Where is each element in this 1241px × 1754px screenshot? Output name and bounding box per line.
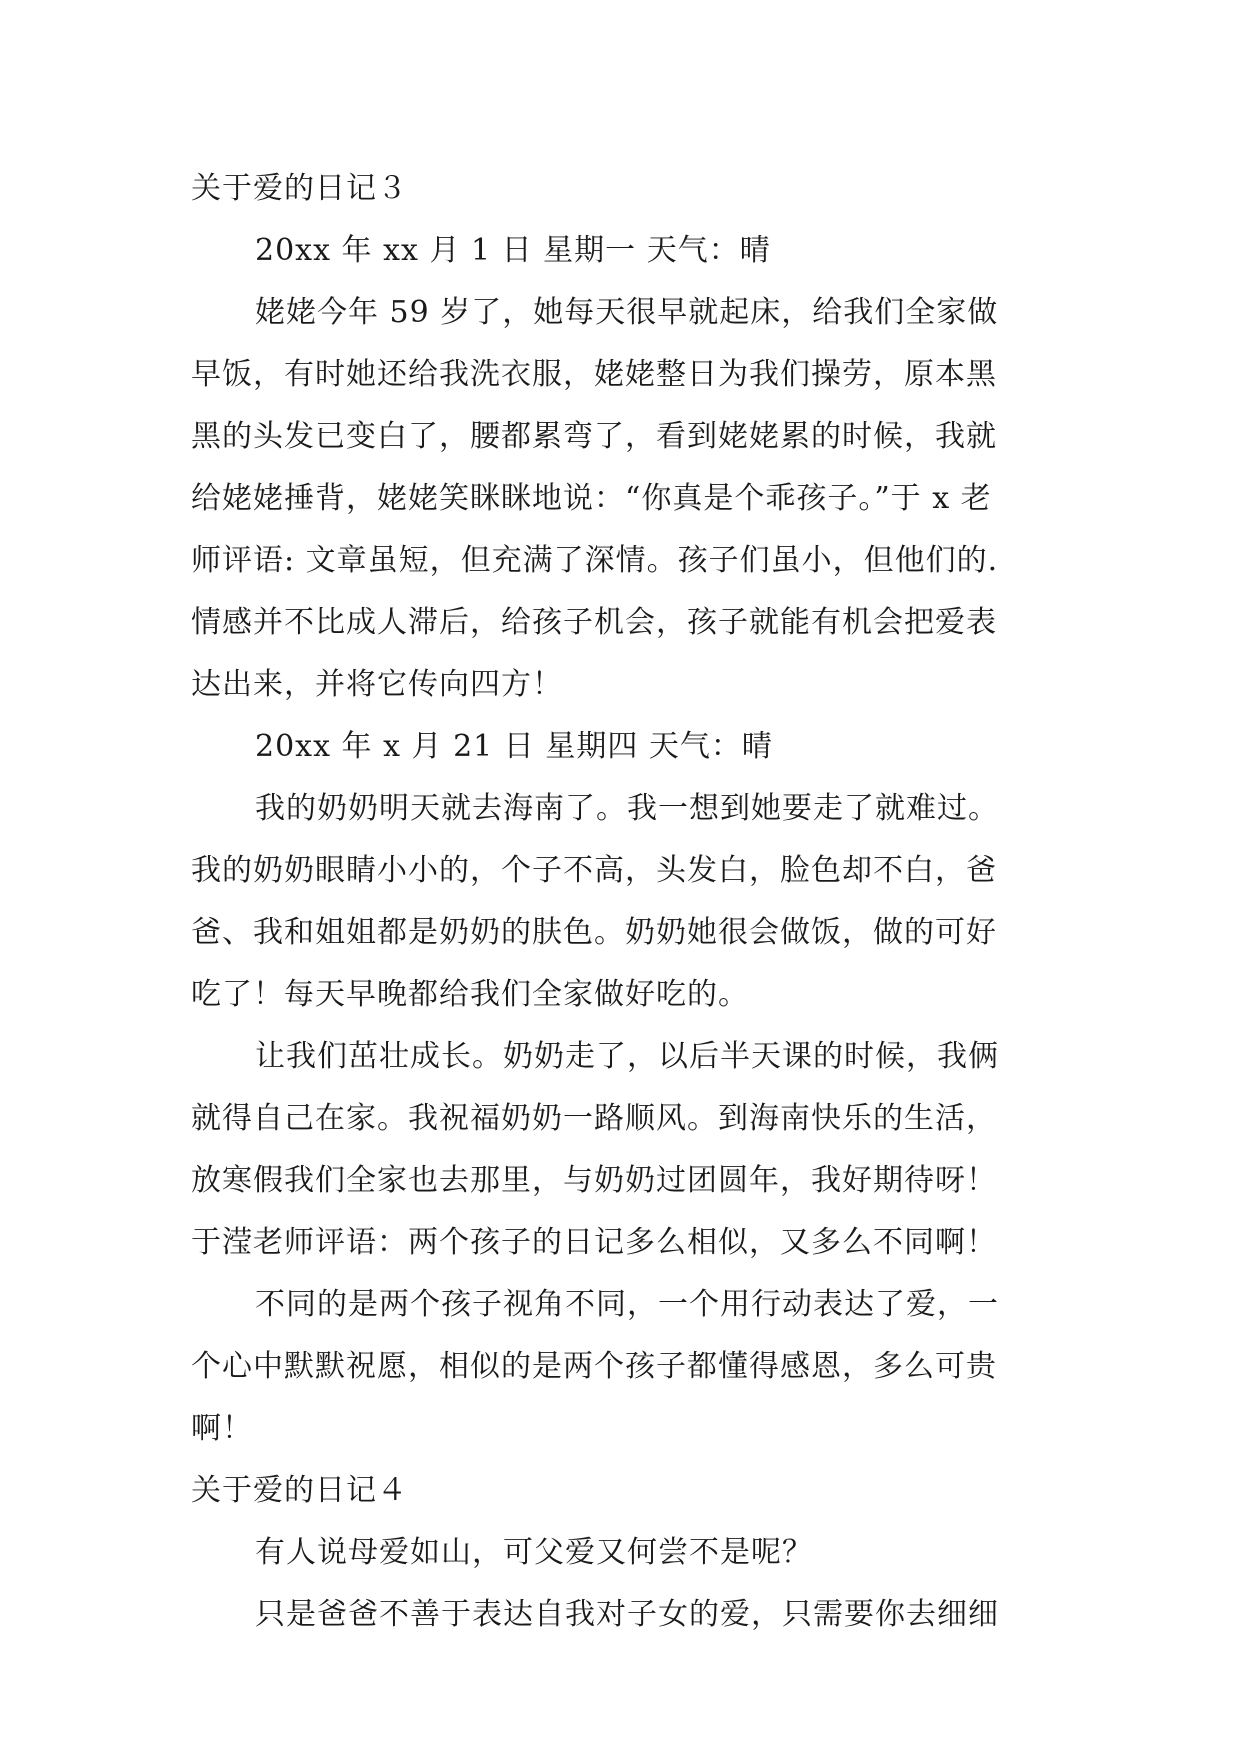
- text-line: 20xx 年 x 月 21 日 星期四 天气：晴: [255, 729, 773, 764]
- text-line: 黑的头发已变白了，腰都累弯了，看到姥姥累的时候，我就: [191, 419, 997, 454]
- text-line: 师评语: 文章虽短，但充满了深情。孩子们虽小，但他们的.: [191, 543, 999, 578]
- text-line: 啊！: [191, 1411, 253, 1446]
- text-line: 给姥姥捶背，姥姥笑眯眯地说：“你真是个乖孩子。”于 x 老: [191, 481, 992, 516]
- text-line: 个心中默默祝愿，相似的是两个孩子都懂得感恩，多么可贵: [191, 1349, 997, 1384]
- text-line: 不同的是两个孩子视角不同，一个用行动表达了爱，一: [255, 1287, 999, 1322]
- text-line: 于滢老师评语：两个孩子的日记多么相似，又多么不同啊！: [191, 1225, 997, 1260]
- text-line: 吃了！每天早晚都给我们全家做好吃的。: [191, 977, 749, 1012]
- text-line: 有人说母爱如山，可父爱又何尝不是呢？: [255, 1535, 813, 1570]
- section-heading: 关于爱的日记４: [191, 1473, 408, 1508]
- text-line: 姥姥今年 59 岁了，她每天很早就起床，给我们全家做: [255, 295, 999, 330]
- text-line: 达出来，并将它传向四方！: [191, 667, 563, 702]
- text-line: 我的奶奶眼睛小小的，个子不高，头发白，脸色却不白，爸: [191, 853, 997, 888]
- text-line: 放寒假我们全家也去那里，与奶奶过团圆年，我好期待呀！: [191, 1163, 997, 1198]
- text-line: 只是爸爸不善于表达自我对子女的爱，只需要你去细细: [255, 1597, 999, 1632]
- document-body: [191, 158, 1051, 1646]
- text-line: 情感并不比成人滞后，给孩子机会，孩子就能有机会把爱表: [191, 605, 997, 640]
- text-line: 我的奶奶明天就去海南了。我一想到她要走了就难过。: [255, 791, 999, 826]
- text-line: 让我们茁壮成长。奶奶走了，以后半天课的时候，我俩: [255, 1039, 999, 1074]
- text-line: 早饭，有时她还给我洗衣服，姥姥整日为我们操劳，原本黑: [191, 357, 997, 392]
- text-line: 20xx 年 xx 月 1 日 星期一 天气：晴: [255, 233, 771, 268]
- text-line: 就得自己在家。我祝福奶奶一路顺风。到海南快乐的生活，: [191, 1101, 997, 1136]
- section-heading: 关于爱的日记３: [191, 171, 408, 206]
- text-line: 爸、我和姐姐都是奶奶的肤色。奶奶她很会做饭，做的可好: [191, 915, 997, 950]
